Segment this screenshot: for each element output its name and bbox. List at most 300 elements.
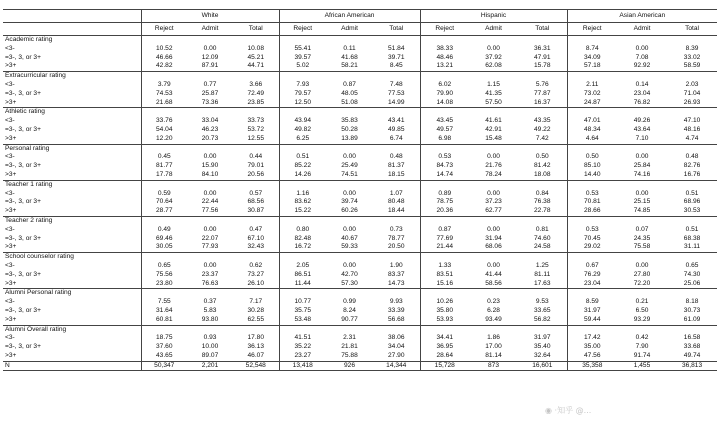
value-cell: 24.58 [534, 243, 551, 251]
subcol-reject: Reject [279, 23, 326, 36]
empty-cell [187, 180, 233, 189]
table-row [3, 298, 717, 307]
value-cell: 16.37 [534, 98, 551, 106]
value-cell: 74.85 [633, 207, 651, 215]
value-cell: 75.58 [633, 243, 651, 251]
value-cell: 44.71 [247, 62, 265, 70]
value-cell: 17.78 [141, 171, 187, 180]
empty-cell [469, 325, 518, 334]
value-cell: 14.99 [388, 98, 405, 106]
value-cell: 78.75 [420, 198, 469, 207]
section-title-row [3, 108, 717, 117]
row-label: >3+ [5, 62, 17, 70]
value-cell: 27.90 [388, 351, 405, 359]
value-cell: 20.56 [247, 170, 265, 178]
table-row [3, 352, 717, 361]
value-cell: 59.44 [567, 316, 617, 325]
value-cell: 22.07 [201, 234, 219, 242]
value-cell: 0.00 [635, 44, 649, 52]
empty-cell [518, 72, 567, 81]
value-cell: 7.42 [535, 134, 549, 142]
empty-cell [667, 108, 717, 117]
empty-cell [233, 144, 279, 153]
empty-cell [667, 72, 717, 81]
section-title: Teacher 1 rating [3, 180, 141, 189]
value-cell: 0.00 [203, 153, 217, 161]
value-cell: 14.08 [420, 99, 469, 108]
value-cell: 34.41 [420, 334, 469, 343]
value-cell: 16.58 [683, 334, 701, 342]
value-cell: 41.35 [485, 89, 502, 97]
table-row [3, 334, 717, 343]
value-cell: 39.57 [279, 54, 326, 63]
value-cell: 68.06 [485, 243, 502, 251]
admissions-ratings-table [3, 9, 717, 371]
value-cell: 31.97 [534, 334, 551, 342]
value-cell: 0.77 [203, 80, 217, 88]
value-cell: 7.08 [635, 53, 649, 61]
value-cell: 67.10 [247, 234, 265, 242]
value-cell: 47.56 [567, 352, 617, 361]
value-cell: 1.90 [389, 261, 403, 269]
value-cell: 7.17 [249, 298, 263, 306]
empty-cell [326, 180, 373, 189]
value-cell: 0.59 [141, 190, 187, 199]
value-cell: 30.73 [683, 306, 701, 314]
value-cell: 0.00 [487, 225, 500, 233]
empty-cell [326, 144, 373, 153]
value-cell: 57.50 [485, 98, 502, 106]
value-cell: 9.93 [389, 298, 403, 306]
value-cell: 15.22 [279, 207, 326, 216]
value-cell: 53.93 [420, 316, 469, 325]
value-cell: 0.37 [203, 298, 217, 306]
empty-cell [141, 36, 187, 45]
value-cell: 25.06 [683, 279, 701, 287]
value-cell: 49.74 [683, 351, 701, 359]
value-cell: 12.50 [279, 99, 326, 108]
row-label: =3-, 3, or 3+ [5, 125, 41, 133]
empty-cell [233, 180, 279, 189]
empty-cell [279, 72, 326, 81]
value-cell: 73.02 [567, 90, 617, 99]
row-label: >3+ [5, 243, 17, 251]
value-cell: 41.51 [279, 334, 326, 343]
empty-cell [420, 253, 469, 262]
value-cell: 16,601 [518, 361, 567, 371]
value-cell: 78.77 [388, 234, 405, 242]
value-cell: 0.00 [203, 261, 217, 269]
empty-cell [141, 72, 187, 81]
empty-cell [518, 253, 567, 262]
value-cell: 7.93 [279, 81, 326, 90]
value-cell: 17.00 [485, 343, 502, 351]
empty-cell [326, 72, 373, 81]
row-label: <3- [5, 225, 15, 233]
n-total-row [3, 361, 717, 371]
row-label: >3+ [5, 170, 17, 178]
value-cell: 37.92 [485, 53, 502, 61]
value-cell: 28.64 [420, 352, 469, 361]
value-cell: 76.63 [201, 279, 219, 287]
table-row [3, 135, 717, 144]
section-title-row [3, 289, 717, 298]
value-cell: 76.38 [534, 198, 551, 206]
value-cell: 0.62 [249, 261, 263, 269]
value-cell: 0.00 [343, 153, 356, 161]
value-cell: 4.64 [567, 135, 617, 144]
value-cell: 926 [326, 361, 373, 371]
section-title-row [3, 180, 717, 189]
value-cell: 36.13 [247, 343, 265, 351]
empty-cell [420, 108, 469, 117]
empty-cell [567, 216, 617, 225]
value-cell: 7.90 [635, 343, 649, 351]
value-cell: 59.33 [341, 243, 358, 251]
value-cell: 49.26 [633, 117, 651, 125]
value-cell: 0.14 [635, 80, 649, 88]
value-cell: 0.00 [203, 225, 217, 233]
value-cell: 21.81 [341, 343, 358, 351]
empty-cell [187, 216, 233, 225]
value-cell: 15.16 [420, 280, 469, 289]
empty-cell [667, 36, 717, 45]
value-cell: 37.60 [141, 343, 187, 352]
value-cell: 2.31 [343, 334, 356, 342]
value-cell: 14.40 [567, 171, 617, 180]
value-cell: 13.89 [341, 134, 358, 142]
value-cell: 26.10 [247, 279, 265, 287]
value-cell: 25.84 [633, 162, 651, 170]
value-cell: 6.25 [279, 135, 326, 144]
empty-cell [420, 72, 469, 81]
data-table-container [3, 9, 703, 371]
value-cell: 0.51 [685, 189, 699, 197]
value-cell: 34.04 [388, 343, 405, 351]
empty-cell [667, 253, 717, 262]
value-cell: 51.08 [341, 98, 358, 106]
empty-cell [326, 289, 373, 298]
value-cell: 42.82 [141, 62, 187, 71]
value-cell: 41.68 [341, 53, 358, 61]
value-cell: 82.48 [279, 235, 326, 244]
empty-cell [420, 144, 469, 153]
empty-cell [141, 289, 187, 298]
value-cell: 0.00 [635, 189, 649, 197]
empty-cell [187, 325, 233, 334]
value-cell: 0.57 [249, 189, 263, 197]
value-cell: 6.74 [389, 134, 403, 142]
value-cell: 12.09 [201, 53, 219, 61]
empty-cell [567, 36, 617, 45]
value-cell: 1.16 [279, 190, 326, 199]
value-cell: 21.68 [141, 99, 187, 108]
row-label: <3- [5, 117, 15, 125]
group-header-hispanic: Hispanic [420, 10, 567, 23]
table-row [3, 117, 717, 126]
table-row [3, 226, 717, 235]
empty-cell [187, 36, 233, 45]
subcol-reject: Reject [141, 23, 187, 36]
value-cell: 31.94 [485, 234, 502, 242]
value-cell: 50,347 [141, 361, 187, 371]
row-label: <3- [5, 80, 15, 88]
value-cell: 31.64 [141, 307, 187, 316]
empty-cell [326, 325, 373, 334]
value-cell: 49.85 [388, 125, 405, 133]
section-title: Teacher 2 rating [3, 216, 141, 225]
value-cell: 57.18 [567, 62, 617, 71]
value-cell: 1.25 [535, 261, 549, 269]
table-row [3, 90, 717, 99]
row-label: <3- [5, 334, 15, 342]
empty-cell [141, 216, 187, 225]
value-cell: 873 [469, 361, 518, 371]
empty-cell [187, 289, 233, 298]
value-cell: 74.53 [141, 90, 187, 99]
header-blank-cell [3, 10, 141, 23]
value-cell: 52,548 [233, 361, 279, 371]
value-cell: 81.14 [485, 351, 502, 359]
empty-cell [617, 144, 667, 153]
value-cell: 0.00 [487, 153, 500, 161]
row-label: >3+ [5, 279, 17, 287]
value-cell: 25.87 [201, 89, 219, 97]
value-cell: 81.42 [534, 162, 551, 170]
value-cell: 17.63 [534, 279, 551, 287]
value-cell: 0.45 [141, 153, 187, 162]
section-title-row [3, 144, 717, 153]
value-cell: 79.90 [420, 90, 469, 99]
value-cell: 78.24 [485, 170, 502, 178]
value-cell: 76.29 [567, 271, 617, 280]
empty-cell [469, 108, 518, 117]
value-cell: 43.41 [388, 117, 405, 125]
value-cell: 54.04 [141, 126, 187, 135]
value-cell: 46.07 [247, 351, 265, 359]
value-cell: 7.55 [141, 298, 187, 307]
table-row [3, 99, 717, 108]
value-cell: 34.09 [567, 54, 617, 63]
table-row [3, 54, 717, 63]
wechat-icon: ◉ [545, 406, 552, 415]
value-cell: 58.56 [485, 279, 502, 287]
table-row [3, 171, 717, 180]
row-label: =3-, 3, or 3+ [5, 343, 41, 351]
value-cell: 39.74 [341, 198, 358, 206]
value-cell: 70.45 [567, 235, 617, 244]
empty-cell [617, 216, 667, 225]
value-cell: 17.80 [247, 334, 265, 342]
empty-cell [326, 36, 373, 45]
group-header-african-american: African American [279, 10, 420, 23]
value-cell: 18.44 [388, 207, 405, 215]
value-cell: 74.60 [534, 234, 551, 242]
value-cell: 0.51 [279, 153, 326, 162]
value-cell: 0.00 [343, 261, 356, 269]
value-cell: 37.23 [485, 198, 502, 206]
value-cell: 0.00 [487, 261, 500, 269]
subcol-reject: Reject [420, 23, 469, 36]
value-cell: 8.39 [685, 44, 699, 52]
section-title: Personal rating [3, 144, 141, 153]
value-cell: 0.81 [535, 225, 549, 233]
row-label: N [3, 361, 141, 371]
empty-cell [420, 36, 469, 45]
table-row [3, 45, 717, 54]
empty-cell [326, 108, 373, 117]
empty-cell [667, 144, 717, 153]
value-cell: 61.09 [683, 315, 701, 323]
table-row [3, 262, 717, 271]
group-header-asian-american: Asian American [567, 10, 717, 23]
value-cell: 58.21 [341, 62, 358, 70]
row-label: <3- [5, 189, 15, 197]
empty-cell [233, 325, 279, 334]
value-cell: 70.64 [141, 198, 187, 207]
empty-cell [617, 253, 667, 262]
empty-cell [617, 108, 667, 117]
empty-cell [233, 253, 279, 262]
empty-cell [667, 289, 717, 298]
value-cell: 0.80 [279, 226, 326, 235]
value-cell: 77.69 [420, 235, 469, 244]
value-cell: 30.53 [683, 207, 701, 215]
value-cell: 7.48 [389, 80, 403, 88]
row-label: =3-, 3, or 3+ [5, 270, 41, 278]
value-cell: 0.65 [141, 262, 187, 271]
value-cell: 53.48 [279, 316, 326, 325]
row-label: >3+ [5, 134, 17, 142]
row-label: <3- [5, 261, 15, 269]
value-cell: 6.28 [487, 306, 500, 314]
section-title-row [3, 72, 717, 81]
value-cell: 8.74 [567, 45, 617, 54]
value-cell: 46.66 [141, 54, 187, 63]
value-cell: 86.51 [279, 271, 326, 280]
value-cell: 0.87 [343, 80, 356, 88]
value-cell: 56.68 [388, 315, 405, 323]
empty-cell [141, 180, 187, 189]
section-title: Extracurricular rating [3, 72, 141, 81]
value-cell: 22.78 [534, 207, 551, 215]
empty-cell [141, 253, 187, 262]
value-cell: 60.81 [141, 316, 187, 325]
empty-cell [518, 108, 567, 117]
value-cell: 25.49 [341, 162, 358, 170]
empty-cell [518, 325, 567, 334]
value-cell: 0.48 [685, 153, 699, 161]
value-cell: 24.87 [567, 99, 617, 108]
value-cell: 33.04 [201, 117, 219, 125]
value-cell: 0.48 [389, 153, 403, 161]
value-cell: 76.82 [633, 98, 651, 106]
header-blank-cell [3, 23, 141, 36]
value-cell: 14,344 [373, 361, 420, 371]
value-cell: 75.88 [341, 351, 358, 359]
value-cell: 35.83 [341, 117, 358, 125]
table-row [3, 271, 717, 280]
empty-cell [567, 253, 617, 262]
value-cell: 13.21 [420, 62, 469, 71]
empty-cell [233, 289, 279, 298]
value-cell: 31.97 [567, 307, 617, 316]
value-cell: 17.42 [567, 334, 617, 343]
value-cell: 74.30 [683, 270, 701, 278]
value-cell: 15.78 [534, 62, 551, 70]
row-label: =3-, 3, or 3+ [5, 53, 41, 61]
subcol-admit: Admit [326, 23, 373, 36]
value-cell: 10.26 [420, 298, 469, 307]
value-cell: 20.50 [388, 243, 405, 251]
empty-cell [373, 325, 420, 334]
value-cell: 83.62 [279, 198, 326, 207]
value-cell: 28.77 [141, 207, 187, 216]
value-cell: 8.59 [567, 298, 617, 307]
value-cell: 51.84 [388, 44, 405, 52]
empty-cell [469, 289, 518, 298]
subcol-reject: Reject [567, 23, 617, 36]
section-title: Alumni Personal rating [3, 289, 141, 298]
value-cell: 30.28 [247, 306, 265, 314]
value-cell: 14.73 [388, 279, 405, 287]
value-cell: 0.21 [635, 298, 649, 306]
empty-cell [141, 325, 187, 334]
value-cell: 38.33 [420, 45, 469, 54]
value-cell: 5.76 [535, 80, 549, 88]
empty-cell [373, 216, 420, 225]
value-cell: 28.66 [567, 207, 617, 216]
empty-cell [567, 325, 617, 334]
table-row [3, 126, 717, 135]
subcol-total: Total [667, 23, 717, 36]
value-cell: 50.28 [341, 125, 358, 133]
value-cell: 0.00 [203, 189, 217, 197]
value-cell: 13,418 [279, 361, 326, 371]
empty-cell [373, 253, 420, 262]
value-cell: 0.53 [420, 153, 469, 162]
empty-cell [279, 108, 326, 117]
value-cell: 36.95 [420, 343, 469, 352]
value-cell: 77.93 [201, 243, 219, 251]
value-cell: 55.41 [279, 45, 326, 54]
value-cell: 84.10 [201, 170, 219, 178]
value-cell: 80.48 [388, 198, 405, 206]
empty-cell [141, 144, 187, 153]
value-cell: 0.53 [567, 190, 617, 199]
value-cell: 4.74 [685, 134, 699, 142]
value-cell: 49.57 [420, 126, 469, 135]
value-cell: 6.02 [420, 81, 469, 90]
value-cell: 36.31 [534, 44, 551, 52]
value-cell: 30.05 [141, 243, 187, 252]
value-cell: 2,201 [187, 361, 233, 371]
empty-cell [469, 36, 518, 45]
value-cell: 12.20 [141, 135, 187, 144]
section-title: Alumni Overall rating [3, 325, 141, 334]
subcol-admit: Admit [187, 23, 233, 36]
subcol-total: Total [518, 23, 567, 36]
value-cell: 35.22 [279, 343, 326, 352]
value-cell: 2.03 [685, 80, 699, 88]
value-cell: 0.50 [535, 153, 549, 161]
value-cell: 49.22 [534, 125, 551, 133]
value-cell: 7.10 [635, 134, 649, 142]
value-cell: 48.16 [683, 125, 701, 133]
value-cell: 91.74 [633, 351, 651, 359]
value-cell: 47.01 [567, 117, 617, 126]
empty-cell [518, 144, 567, 153]
